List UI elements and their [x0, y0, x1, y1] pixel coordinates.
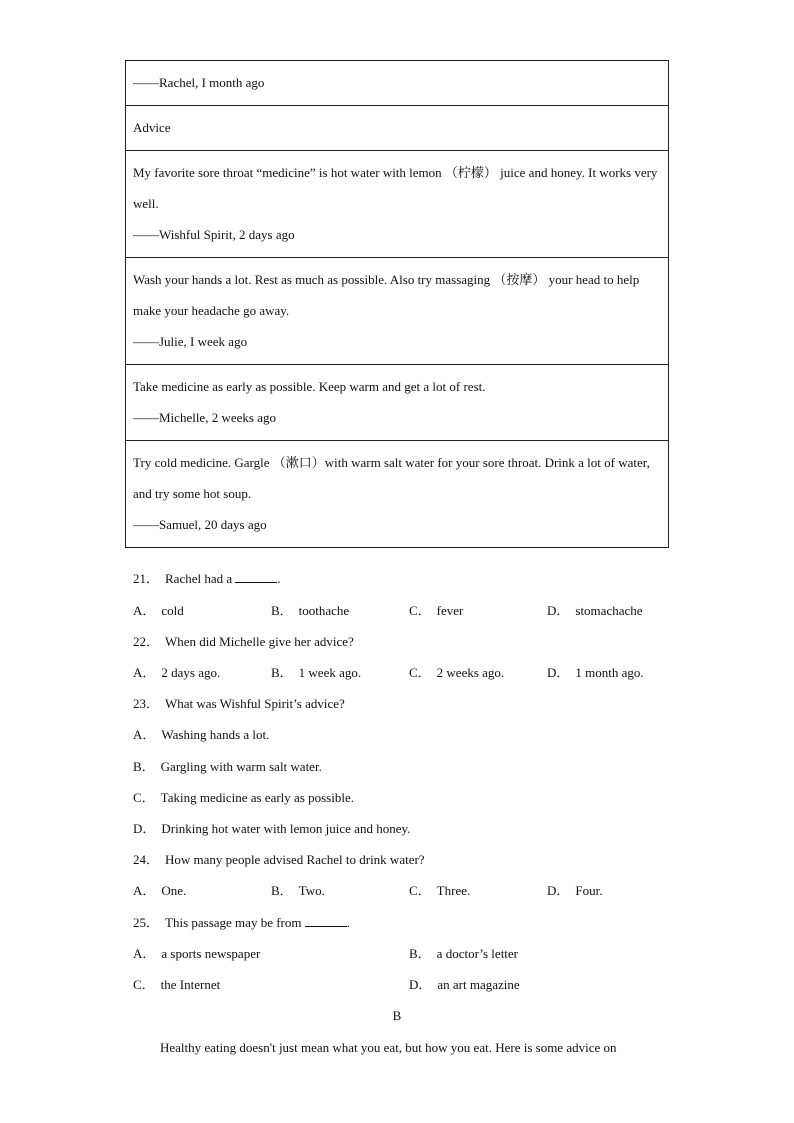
option-b[interactable] — [409, 944, 518, 964]
option-text: toothache — [298, 603, 350, 618]
table-row — [126, 106, 669, 151]
option-d[interactable] — [409, 975, 520, 995]
option-text: a sports newspaper — [161, 946, 261, 961]
question-end: . — [346, 915, 350, 930]
option-label: B． — [271, 665, 293, 680]
question-number: 23． — [133, 696, 160, 711]
option-text: a doctor’s letter — [436, 946, 519, 961]
option-label: B． — [271, 883, 293, 898]
advice-table — [125, 60, 669, 548]
table-row — [126, 61, 669, 106]
option-b[interactable] — [271, 601, 349, 621]
option-text: 2 days ago. — [161, 665, 221, 680]
option-b[interactable] — [133, 757, 322, 777]
question-21 — [133, 569, 281, 589]
signature: ——Wishful Spirit, 2 days ago — [133, 227, 295, 242]
option-text: 2 weeks ago. — [436, 665, 505, 680]
answer-blank — [305, 914, 347, 927]
option-label: B． — [133, 759, 155, 774]
table-row — [126, 365, 669, 441]
option-label: C． — [133, 977, 155, 992]
table-row — [126, 151, 669, 258]
option-d[interactable] — [547, 881, 602, 901]
option-text: One. — [161, 883, 187, 898]
advice-text: My favorite sore throat “medicine” is hot water with lemon （柠檬） juice and honey. It works very well. — [133, 165, 658, 211]
option-label: A． — [133, 665, 156, 680]
option-text: Three. — [436, 883, 471, 898]
option-text: cold — [161, 603, 184, 618]
signature: ——Michelle, 2 weeks ago — [133, 410, 276, 425]
option-a[interactable] — [133, 663, 220, 683]
answer-blank — [235, 570, 277, 583]
signature: ——Julie, I week ago — [133, 334, 248, 349]
option-text: the Internet — [160, 977, 221, 992]
option-c[interactable] — [133, 975, 220, 995]
table-cell — [126, 258, 669, 365]
table-cell — [126, 365, 669, 441]
option-d[interactable] — [547, 663, 644, 683]
option-text: Two. — [298, 883, 325, 898]
option-label: A． — [133, 946, 156, 961]
option-a[interactable] — [133, 601, 184, 621]
question-23 — [133, 694, 345, 714]
question-number: 22． — [133, 634, 160, 649]
advice-text: Take medicine as early as possible. Keep warm and get a lot of rest. — [133, 379, 486, 394]
option-label: D． — [547, 883, 570, 898]
option-label: B． — [271, 603, 293, 618]
option-label: C． — [409, 883, 431, 898]
option-a[interactable] — [133, 881, 186, 901]
signature: ——Rachel, I month ago — [133, 75, 265, 90]
option-label: D． — [547, 603, 570, 618]
option-label: D． — [133, 821, 156, 836]
option-b[interactable] — [271, 663, 361, 683]
option-label: C． — [409, 603, 431, 618]
option-text: stomachache — [575, 603, 643, 618]
option-c[interactable] — [409, 663, 504, 683]
option-text: 1 month ago. — [575, 665, 644, 680]
question-stem: When did Michelle give her advice? — [165, 634, 354, 649]
question-stem: This passage may be from — [165, 915, 302, 930]
option-c[interactable] — [133, 788, 354, 808]
option-a[interactable] — [133, 944, 260, 964]
question-25 — [133, 913, 350, 933]
option-label: D． — [409, 977, 432, 992]
option-text: 1 week ago. — [298, 665, 362, 680]
table-cell — [126, 61, 669, 106]
table-cell — [126, 151, 669, 258]
option-c[interactable] — [409, 601, 463, 621]
option-label: A． — [133, 883, 156, 898]
option-c[interactable] — [409, 881, 470, 901]
option-text: Gargling with warm salt water. — [160, 759, 322, 774]
option-text: an art magazine — [437, 977, 520, 992]
option-text: Taking medicine as early as possible. — [160, 790, 354, 805]
question-number: 24． — [133, 852, 160, 867]
passage-intro: Healthy eating doesn't just mean what you eat, but how you eat. Here is some advice on — [160, 1040, 617, 1055]
option-label: D． — [547, 665, 570, 680]
option-text: fever — [436, 603, 464, 618]
option-label: C． — [133, 790, 155, 805]
question-24 — [133, 850, 425, 870]
question-number: 21． — [133, 571, 160, 586]
question-stem: Rachel had a — [165, 571, 233, 586]
section-heading: B — [392, 1008, 402, 1023]
option-label: C． — [409, 665, 431, 680]
advice-text: Try cold medicine. Gargle （漱口）with warm salt water for your sore throat. Drink a lot of water, and try some hot soup. — [133, 455, 650, 501]
table-cell — [126, 106, 669, 151]
advice-heading: Advice — [133, 120, 171, 135]
option-text: Washing hands a lot. — [161, 727, 270, 742]
advice-text: Wash your hands a lot. Rest as much as possible. Also try massaging （按摩） your head to help make your headache go away. — [133, 272, 640, 318]
option-label: A． — [133, 603, 156, 618]
option-label: B． — [409, 946, 431, 961]
question-22 — [133, 632, 354, 652]
option-label: A． — [133, 727, 156, 742]
question-number: 25． — [133, 915, 160, 930]
option-text: Four. — [575, 883, 603, 898]
option-d[interactable] — [133, 819, 410, 839]
question-stem: What was Wishful Spirit’s advice? — [165, 696, 345, 711]
table-row — [126, 441, 669, 548]
option-a[interactable] — [133, 725, 269, 745]
question-end: . — [277, 571, 281, 586]
question-stem: How many people advised Rachel to drink water? — [165, 852, 425, 867]
signature: ——Samuel, 20 days ago — [133, 517, 267, 532]
table-cell — [126, 441, 669, 548]
option-b[interactable] — [271, 881, 325, 901]
table-row — [126, 258, 669, 365]
option-text: Drinking hot water with lemon juice and honey. — [161, 821, 411, 836]
option-d[interactable] — [547, 601, 643, 621]
